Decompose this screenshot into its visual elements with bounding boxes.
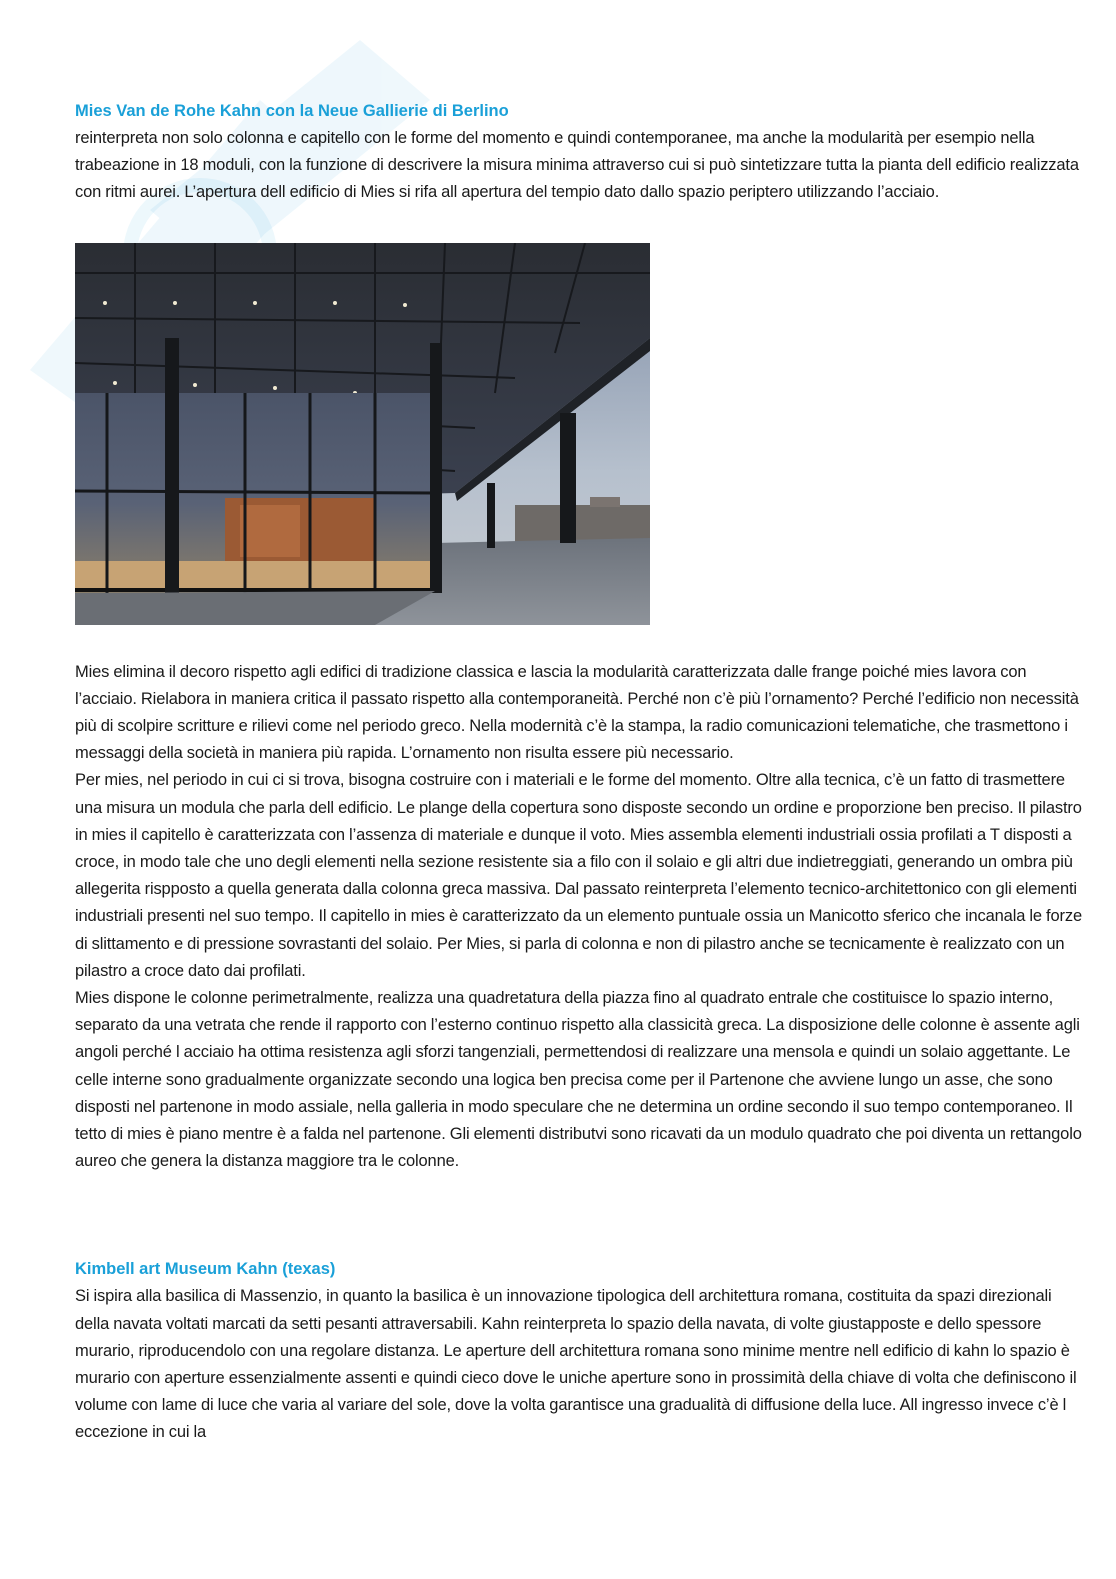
neue-nationalgalerie-photo xyxy=(75,243,650,625)
section-title-neue-galerie: Mies Van de Rohe Kahn con la Neue Gallierie di Berlino xyxy=(75,102,509,120)
paragraph-intro: reinterpreta non solo colonna e capitello con le forme del momento e quindi contemporanee, ma anche la modularità per esempio nella trabeazione in 18 moduli, con la funzione di descrivere la misura minima attraverso cui si può sintetizzare tutta la pianta dell edificio realizzata con ritmi aurei. L’apertura dell edificio di Mies si rifa all apertura del tempio dato dallo spazio periptero utilizzando l’acciaio. xyxy=(75,129,1079,202)
section-title-kimbell: Kimbell art Museum Kahn (texas) xyxy=(75,1260,336,1279)
paragraph-columns: Mies dispone le colonne perimetralmente, realizza una quadretatura della piazza fino al quadrato entrale che costituisce lo spazio interno, separato da una vetrata che rende il rapporto con l’esterno continuo rispetto alla classicità greca. La disposizione delle colonne è assente agli angoli perché l acciaio ha ottima resistenza agli sforzi tangenziali, permettendosi di realizzare una mensola e quindi un solaio aggettante. Le celle interne sono gradualmente organizzate secondo una logica ben precisa come per il Partenone che avviene lungo un asse, che sono disposti nel partenone in modo assiale, nella galleria in modo speculare che ne determina un ordine secondo il suo tempo contemporaneo. Il tetto di mies è piano mentre è a falda nel partenone. Gli elementi distributvi sono ricavati da un modulo quadrato che poi diventa un rettangolo aureo che genera la distanza maggiore tra le colonne. xyxy=(75,989,1082,1171)
building-illustration xyxy=(75,243,650,625)
paragraph-materials: Per mies, nel periodo in cui ci si trova, bisogna costruire con i materiali e le forme del momento. Oltre alla tecnica, c’è un fatto di trasmettere una misura un modula che parla dell edificio. Le plange della copertura sono disposte secondo un ordine e proporzione ben preciso. Il pilastro in mies il capitello è caratterizzata con l’assenza di materiale e dunque il voto. Mies assembla elementi industriali ossia profilati a T disposti a croce, in modo tale che uno degli elementi nella sezione resistente sia a filo con il solaio e gli altri due indietreggiati, generando un ombra più allegerita rispposto a quella generata dalla colonna greca massiva. Dal passato reinterpreta l’elemento tecnico-architettonico con gli elementi industriali presenti nel suo tempo. Il capitello in mies è caratterizzato da un elemento puntuale ossia un Manicotto sferico che incanala le forze di slittamento e di pressione sovrastanti del solaio. Per Mies, si parla di colonna e non di pilastro anche se tecnicamente è realizzato con un pilastro a croce dato dai profilati. xyxy=(75,771,1082,980)
paragraph-kimbell: Si ispira alla basilica di Massenzio, in quanto la basilica è un innovazione tipologica dell architettura romana, costituita da spazi direzionali della navata voltati marcati da setti pesanti attraversabili. Kahn reinterpreta lo spazio della navata, di volte giustapposte e dello spessore murario, riproducendolo con una regolare distanza. Le aperture dell architettura romana sono minime mentre nell edificio di kahn lo spazio è murario con aperture essenzialmente assenti e quindi cieco dove le uniche aperture sono in prossimità della chiave di volta che definiscono il volume con lame di luce che varia al variare del sole, dove la volta garantisce una gradualità di diffusione della luce. All ingresso invece c’è l eccezione in cui la xyxy=(75,1287,1077,1442)
document-page xyxy=(75,98,1085,1447)
paragraph-ornament: Mies elimina il decoro rispetto agli edifici di tradizione classica e lascia la modularità caratterizzata dalle frange poiché mies lavora con l’acciaio. Rielabora in maniera critica il passato rispetto alla contemporaneità. Perché non c’è più l’ornamento? Perché l’edificio non necessità più di scolpire scritture e rilievi come nel periodo greco. Nella modernità c’è la stampa, la radio comunicazioni telematiche, che trasmettono i messaggi della società in maniera più rapida. L’ornamento non risulta essere più necessario. xyxy=(75,662,1079,763)
